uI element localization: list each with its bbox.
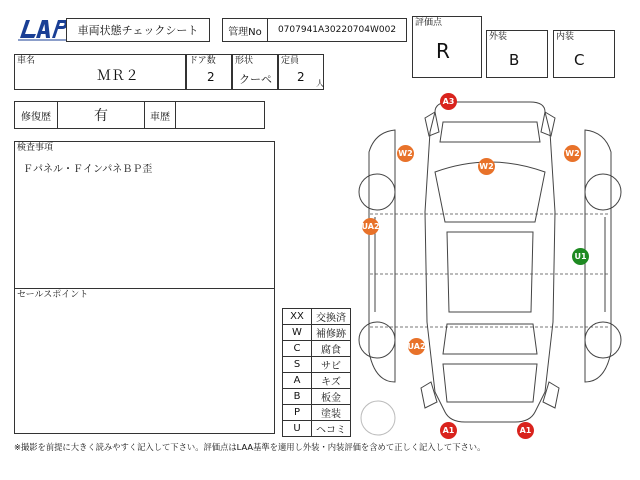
legend-code: C xyxy=(283,341,312,357)
shamei-label: 車名 xyxy=(17,56,36,66)
gaiso-box xyxy=(486,30,548,78)
legend-code: B xyxy=(283,389,312,405)
katachi-value: クーペ xyxy=(239,73,272,86)
shamei-box xyxy=(14,54,186,90)
rear-window-outline xyxy=(443,324,537,354)
naiso-label: 内装 xyxy=(556,32,575,42)
legend-code: U xyxy=(283,421,312,437)
wheel-front-left xyxy=(359,174,395,210)
hyoka-value: R xyxy=(436,39,450,63)
legend-meaning: サビ xyxy=(312,357,351,373)
teiin-box xyxy=(278,54,324,90)
damage-badge: W2 xyxy=(564,145,581,162)
legend-meaning: キズ xyxy=(312,373,351,389)
legend-row xyxy=(283,325,351,341)
legend-code: A xyxy=(283,373,312,389)
door-box xyxy=(186,54,232,90)
legend-row xyxy=(283,357,351,373)
damage-badge: W2 xyxy=(478,158,495,175)
damage-badge: A1 xyxy=(517,422,534,439)
legend-row xyxy=(283,389,351,405)
car-diagram xyxy=(355,92,625,440)
legend-row xyxy=(283,421,351,437)
legend-meaning: ヘコミ xyxy=(312,421,351,437)
hood-outline xyxy=(440,122,540,142)
legend-code: S xyxy=(283,357,312,373)
kanri-no-label: 管理No xyxy=(222,18,268,42)
legend-meaning: 腐食 xyxy=(312,341,351,357)
sales-box xyxy=(14,288,275,434)
gaiso-label: 外装 xyxy=(489,32,508,42)
laa-logo xyxy=(16,16,68,42)
gaiso-value: B xyxy=(509,51,520,69)
legend-code: XX xyxy=(283,309,312,325)
legend-meaning: 交換済 xyxy=(312,309,351,325)
left-side-outline xyxy=(369,130,395,382)
katachi-box xyxy=(232,54,278,90)
naiso-value: C xyxy=(574,51,585,69)
damage-badge: U1 xyxy=(572,248,589,265)
door-label: ドア数 xyxy=(189,56,216,66)
katachi-label: 形状 xyxy=(235,56,254,66)
legend-code: P xyxy=(283,405,312,421)
door-value: 2 xyxy=(207,70,215,84)
legend-row xyxy=(283,309,351,325)
shamei-value: ＭＲ２ xyxy=(97,68,139,84)
shareki-label: 車歴 xyxy=(144,101,176,129)
legend-table xyxy=(282,308,351,437)
damage-badge: A1 xyxy=(440,422,457,439)
sales-label: セールスポイント xyxy=(17,290,89,300)
hyoka-label: 評価点 xyxy=(415,18,443,28)
spare-circle xyxy=(361,401,395,435)
legend-row xyxy=(283,405,351,421)
rear-deck-outline xyxy=(443,364,537,402)
naiso-box xyxy=(553,30,615,78)
hyoka-box xyxy=(412,16,482,78)
roof-outline xyxy=(447,232,533,312)
wheel-front-right xyxy=(585,174,621,210)
damage-badge: UA2 xyxy=(408,338,425,355)
inspection-text: Ｆパネル・ＦインパネＢＰ歪 xyxy=(23,164,153,175)
legend-meaning: 板金 xyxy=(312,389,351,405)
inspection-label: 検査事項 xyxy=(17,143,54,153)
legend-meaning: 補修跡 xyxy=(312,325,351,341)
teiin-value: 2 xyxy=(297,70,305,84)
shufuku-value: 有 xyxy=(57,101,145,129)
footer-note: ※撮影を前提に大きく読みやすく記入して下さい。評価点はLAA基準を適用し外装・内装評価を含めて正しく記入して下さい。 xyxy=(14,442,486,452)
sheet-title: 車両状態チェックシート xyxy=(66,18,210,42)
kanri-no-value: 0707941A30220704W002 xyxy=(267,18,407,42)
legend-row xyxy=(283,341,351,357)
legend-meaning: 塗装 xyxy=(312,405,351,421)
legend-code: W xyxy=(283,325,312,341)
damage-badge: A3 xyxy=(440,93,457,110)
legend-row xyxy=(283,373,351,389)
shufuku-label: 修復歴 xyxy=(14,101,58,129)
damage-badge: UA2 xyxy=(362,218,379,235)
teiin-unit: 人 xyxy=(316,79,324,88)
teiin-label: 定員 xyxy=(281,56,300,66)
damage-badge: W2 xyxy=(397,145,414,162)
inspection-box xyxy=(14,141,275,289)
shareki-value xyxy=(175,101,265,129)
